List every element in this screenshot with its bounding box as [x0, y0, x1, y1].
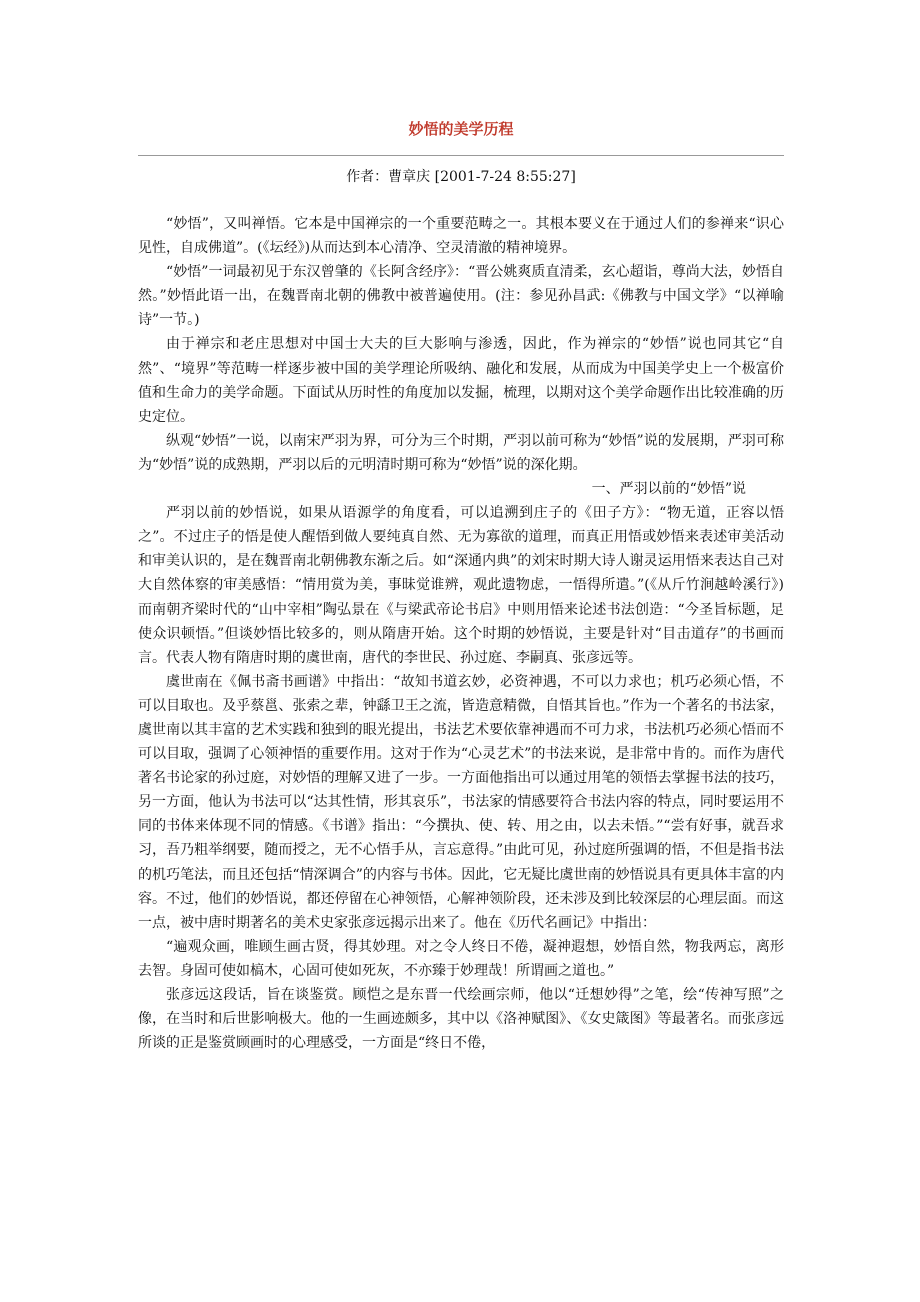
article-title: 妙悟的美学历程 — [408, 120, 514, 138]
paragraph: 由于禅宗和老庄思想对中国士大夫的巨大影响与渗透，因此，作为禅宗的“妙悟”说也同其它“自然”、“境界”等范畴一样逐步被中国的美学理论所吸纳、融化和发展，从而成为中国美学史上一个极富价值和生命力的美学命题。下面试从历时性的角度加以发掘，梳理，以期对这个美学命题作出比较准确的历史定位。 — [138, 336, 784, 425]
paragraph: 虞世南在《佩书斋书画谱》中指出：“故知书道玄妙，必资神遇，不可以力求也；机巧必须心悟，不可以目取也。及乎蔡邕、张索之辈，钟繇卫王之流，皆造意精微，自悟其旨也。”作为一个著名的书法家，虞世南以其丰富的艺术实践和独到的眼光提出，书法艺术要依靠神遇而不可力求，书法机巧必须心悟而不可以目取，强调了心领神悟的重要作用。这对于作为“心灵艺术”的书法来说，是非常中肯的。而作为唐代著名书论家的孙过庭，对妙悟的理解又进了一步。一方面他指出可以通过用笔的领悟去掌握书法的技巧，另一方面，他认为书法可以“达其性情，形其哀乐”，书法家的情感要符合书法内容的特点，同时要运用不同的书体来体现不同的情感。《书谱》指出：“今撰执、使、转、用之由，以去未悟。”“尝有好事，就吾求习，吾乃粗举纲要，随而授之，无不心悟手从，言忘意得。”由此可见，孙过庭所强调的悟，不但是指书法的机巧笔法，而且还包括“情深调合”的内容与书体。因此，它无疑比虞世南的妙悟说具有更具体丰富的内容。不过，他们的妙悟说，都还停留在心神领悟，心解神领阶段，还未涉及到比较深层的心理层面。而这一点，被中唐时期著名的美术史家张彦远揭示出来了。他在《历代名画记》中指出： — [138, 673, 784, 931]
article-body — [138, 212, 784, 1055]
paragraph: “妙悟”一词最初见于东汉曾肇的《长阿含经序》：“晋公姚爽质直清柔，玄心超诣，尊尚大法，妙悟自然。”妙悟此语一出，在魏晋南北朝的佛教中被普遍使用。(注：参见孙昌武:《佛教与中国文学》“以禅喻诗”一节。) — [138, 264, 784, 329]
paragraph: 纵观“妙悟”一说，以南宋严羽为界，可分为三个时期，严羽以前可称为“妙悟”说的发展期，严羽可称为“妙悟”说的成熟期，严羽以后的元明清时期可称为“妙悟”说的深化期。 — [138, 432, 784, 473]
paragraph: 严羽以前的妙悟说，如果从语源学的角度看，可以追溯到庄子的《田子方》：“物无道，正容以悟之”。不过庄子的悟是使人醒悟到做人要纯真自然、无为寡欲的道理，而真正用悟或妙悟来表述审美活动和审美认识的，是在魏晋南北朝佛教东渐之后。如“深通内典”的刘宋时期大诗人谢灵运用悟来表达自己对大自然体察的审美感悟：“情用赏为美，事昧觉谁辨，观此遗物虑，一悟得所遣。”(《从斤竹涧越岭溪行》)而南朝齐梁时代的“山中宰相”陶弘景在《与梁武帝论书启》中则用悟来论述书法创造：“今圣旨标题，足使众识顿悟。”但谈妙悟比较多的，则从隋唐开始。这个时期的妙悟说，主要是针对“目击道存”的书画而言。代表人物有隋唐时期的虞世南，唐代的李世民、孙过庭、李嗣真、张彦远等。 — [138, 505, 784, 666]
section-heading: 一、严羽以前的“妙悟”说 — [591, 481, 746, 498]
article-meta: 作者：曹章庆 [2001-7-24 8:55:27] — [346, 169, 576, 185]
quote-paragraph: “遍观众画，唯顾生画古贤，得其妙理。对之令人终日不倦，凝神遐想，妙悟自然，物我两忘，离形去智。身固可使如槁木，心固可使如死灰，不亦臻于妙理哉！所谓画之道也。” — [138, 938, 784, 979]
paragraph: “妙悟”，又叫禅悟。它本是中国禅宗的一个重要范畴之一。其根本要义在于通过人们的参禅来“识心见性，自成佛道”。(《坛经》)从而达到本心清净、空灵清澈的精神境界。 — [138, 216, 784, 257]
title-divider — [138, 155, 784, 156]
paragraph: 张彦远这段话，旨在谈鉴赏。顾恺之是东晋一代绘画宗师，他以“迁想妙得”之笔，绘“传神写照”之像，在当时和后世影响极大。他的一生画迹颇多，其中以《洛神赋图》、《女史箴图》等最著名。而张彦远所谈的正是鉴赏顾画时的心理感受，一方面是“终日不倦， — [138, 987, 784, 1052]
